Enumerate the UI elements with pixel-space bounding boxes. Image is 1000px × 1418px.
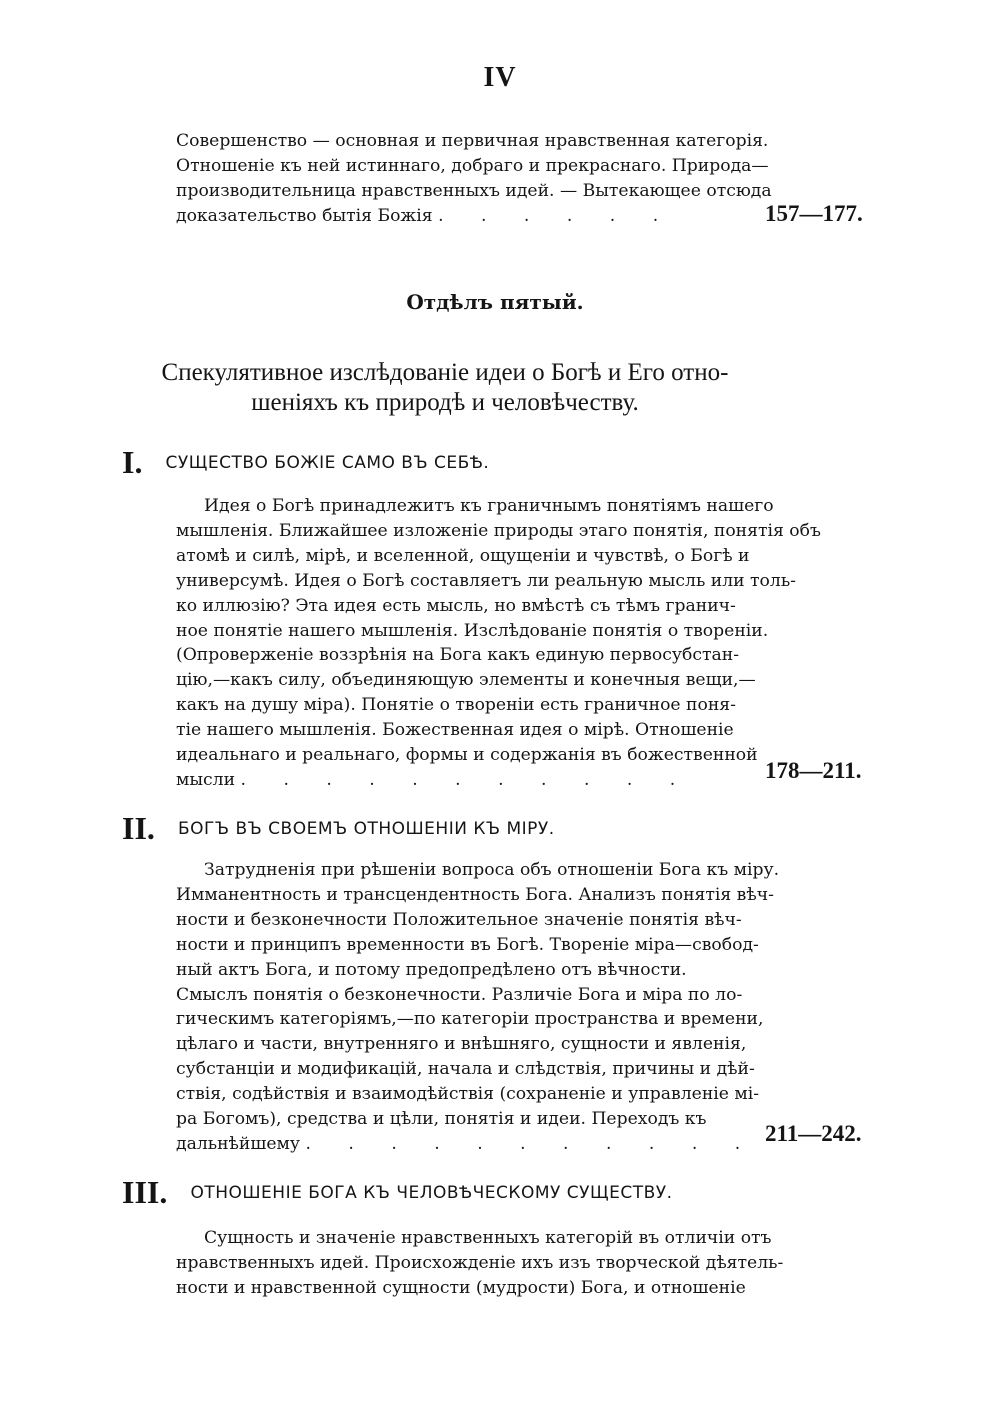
- chapter-summary: [176, 1226, 784, 1301]
- text-line: атомѣ и силѣ, мірѣ, и вселенной, ощущеніи и чувствѣ, о Богѣ и: [176, 545, 750, 566]
- part-title: Отдѣлъ пятый.: [406, 290, 584, 314]
- chapter-title: БОГЪ ВЪ СВОЕМЪ ОТНОШЕНІИ КЪ МІРУ.: [178, 818, 555, 839]
- text-line: нравственныхъ идей. Происхожденіе ихъ изъ творческой дѣятель-: [176, 1252, 784, 1273]
- text-line: ности и нравственной сущности (мудрости) Бога, и отношеніе: [176, 1277, 746, 1298]
- part-subtitle-line: шеніяхъ къ природѣ и человѣчеству.: [251, 389, 639, 416]
- text-line: цѣлаго и части, внутренняго и внѣшняго, сущности и явленія,: [176, 1034, 747, 1055]
- text-line: дальнѣйшему . . . . . . . . . . .: [176, 1133, 757, 1154]
- chapter-number: I.: [122, 444, 143, 480]
- text-line: Сущность и значеніе нравственныхъ категорій въ отличіи отъ: [204, 1228, 772, 1248]
- part-subtitle-line: Спекулятивное изслѣдованіе идеи о Богѣ и Его отно-: [161, 359, 729, 386]
- text-line: тіе нашего мышленія. Божественная идея о мірѣ. Отношеніе: [176, 720, 734, 741]
- intro-paragraph: [176, 129, 772, 229]
- text-line: цію,—какъ силу, объединяющую элементы и конечныя вещи,—: [176, 670, 756, 691]
- dot-leader: . . . . . . . . . . .: [240, 769, 692, 790]
- chapter-heading: [122, 1174, 673, 1211]
- text-line: производительница нравственныхъ идей. — Вытекающее отсюда: [176, 180, 772, 201]
- text-line: доказательство бытія Божія . . . . . .: [176, 205, 675, 226]
- text-line: ра Богомъ), средства и цѣли, понятія и идеи. Переходъ къ: [176, 1109, 707, 1130]
- page-range: 211—242.: [765, 1121, 862, 1146]
- text-line: Затрудненія при рѣшеніи вопроса объ отношеніи Бога къ міру.: [204, 860, 780, 880]
- text-line: ное понятіе нашего мышленія. Изслѣдованіе понятія о твореніи.: [176, 620, 769, 641]
- text-line: Совершенство — основная и первичная нравственная категорія.: [176, 131, 769, 151]
- text-line: ный актъ Бога, и потому предопредѣлено отъ вѣчности.: [176, 959, 687, 980]
- text-line: идеальнаго и реальнаго, формы и содержанія въ божественной: [176, 745, 758, 766]
- chapter-title: СУЩЕСТВО БОЖІЕ САМО ВЪ СЕБѢ.: [165, 452, 490, 473]
- text-line: мысли . . . . . . . . . . .: [176, 769, 692, 790]
- chapter-summary: [176, 858, 780, 1157]
- chapter-number: II.: [122, 810, 155, 846]
- text-line: Отношеніе къ ней истиннаго, добраго и прекраснаго. Природа—: [176, 155, 769, 176]
- chapter-title: ОТНОШЕНІЕ БОГА КЪ ЧЕЛОВѢЧЕСКОМУ СУЩЕСТВУ.: [190, 1182, 673, 1203]
- dot-leader: . . . . . .: [438, 205, 675, 226]
- chapter-number: III.: [122, 1174, 168, 1210]
- text-line: ствія, содѣйствія и взаимодѣйствія (сохраненіе и управленіе мі-: [176, 1084, 760, 1105]
- chapter-heading: [122, 444, 489, 481]
- text-line: ности и безконечности Положительное значеніе понятія вѣч-: [176, 909, 742, 930]
- text-line: мышленія. Ближайшее изложеніе природы этаго понятія, понятія объ: [176, 520, 821, 541]
- text-line: универсумѣ. Идея о Богѣ составляетъ ли реальную мысль или толь-: [176, 570, 796, 591]
- text-line: какъ на душу міра). Понятіе о твореніи есть граничное поня-: [176, 695, 736, 716]
- text-line: Имманентность и трансцендентность Бога. Анализъ понятія вѣч-: [176, 884, 774, 905]
- text-line: субстанціи и модификацій, начала и слѣдствія, причины и дѣй-: [176, 1059, 755, 1080]
- page-range: 157—177.: [765, 201, 863, 226]
- part-subtitle: [120, 358, 770, 418]
- page-range: 178—211.: [765, 758, 862, 783]
- text-line: гическимъ категоріямъ,—по категоріи пространства и времени,: [176, 1009, 764, 1030]
- chapter-heading: [122, 810, 555, 847]
- text-line: ности и принципъ временности въ Богѣ. Твореніе міра—свобод-: [176, 934, 759, 955]
- text-line: (Опроверженіе воззрѣнія на Бога какъ единую первосубстан-: [176, 645, 739, 666]
- dot-leader: . . . . . . . . . . .: [305, 1133, 757, 1154]
- text-line: ко иллюзію? Эта идея есть мысль, но вмѣстѣ съ тѣмъ гранич-: [176, 595, 736, 616]
- text-line: Смыслъ понятія о безконечности. Различіе Бога и міра по ло-: [176, 984, 743, 1005]
- page-number: IV: [483, 62, 517, 93]
- text-line: Идея о Богѣ принадлежитъ къ граничнымъ понятіямъ нашего: [204, 496, 774, 516]
